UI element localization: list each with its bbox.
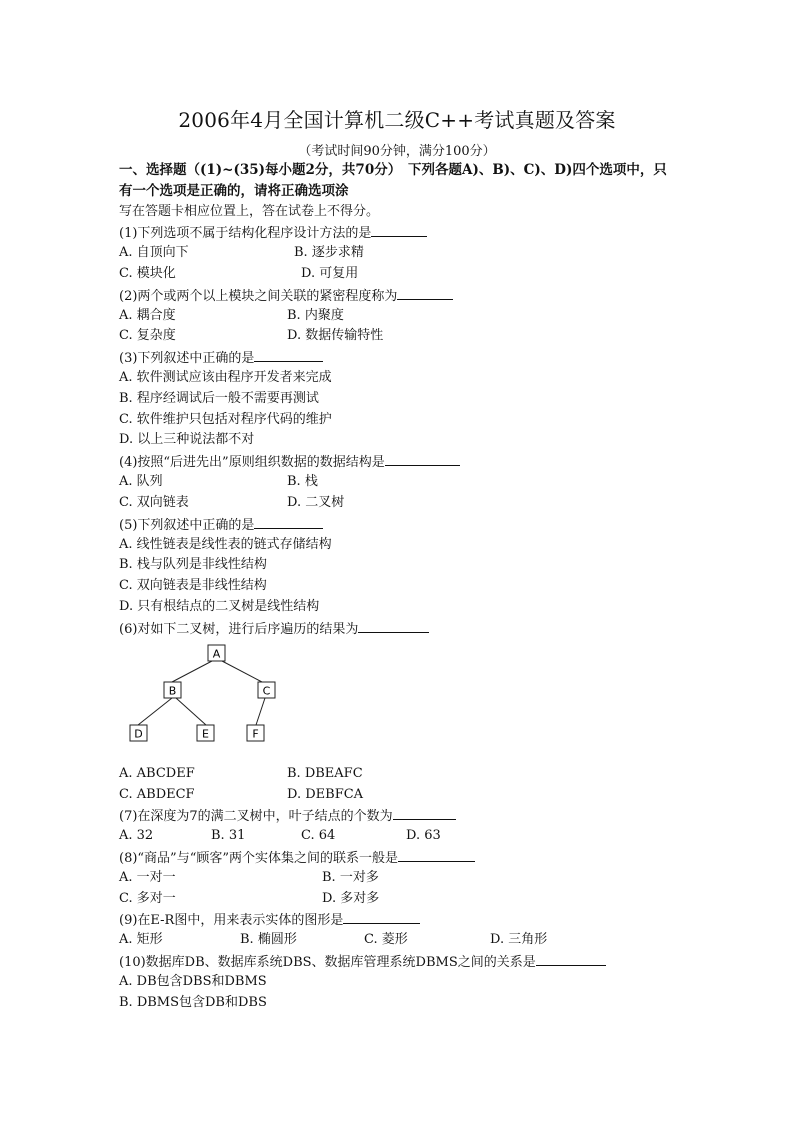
question-10-option-b: B. DBMS包含DB和DBS — [119, 995, 267, 1010]
question-9-stem: (9)在E-R图中，用来表示实体的图形是 — [119, 911, 420, 929]
question-5-option-b: B. 栈与队列是非线性结构 — [119, 557, 267, 572]
tree-node-a — [208, 645, 225, 661]
question-2-option-a: A. 耦合度 — [119, 308, 176, 323]
section-note: 写在答题卡相应位置上，答在试卷上不得分。 — [119, 204, 380, 219]
exam-info: （考试时间90分钟，满分100分） — [298, 144, 496, 159]
question-5-option-d: D. 只有根结点的二叉树是线性结构 — [119, 599, 320, 614]
question-8-stem: (8)“商品”与“顾客”两个实体集之间的联系一般是 — [119, 849, 475, 867]
question-9-option-a: A. 矩形 — [119, 932, 163, 947]
question-4-option-c: C. 双向链表 — [119, 495, 189, 510]
question-2-option-d: D. 数据传输特性 — [287, 328, 384, 343]
question-9-option-d: D. 三角形 — [490, 932, 548, 947]
svg-text:C: C — [262, 684, 271, 698]
question-5-stem: (5)下列叙述中正确的是 — [119, 516, 323, 534]
answer-blank — [358, 620, 429, 633]
question-10-option-a: A. DB包含DBS和DBMS — [119, 974, 267, 989]
answer-blank — [393, 807, 456, 820]
answer-blank — [371, 224, 427, 237]
question-4-option-a: A. 队列 — [119, 474, 163, 489]
question-6-option-a: A. ABCDEF — [119, 766, 195, 781]
page-title: 2006年4月全国计算机二级C++考试真题及答案 — [178, 108, 616, 132]
question-2-option-c: C. 复杂度 — [119, 328, 176, 343]
svg-text:A: A — [212, 647, 221, 661]
question-1-option-d: D. 可复用 — [301, 266, 359, 281]
question-6-option-c: C. ABDECF — [119, 787, 195, 802]
svg-text:B: B — [168, 684, 177, 698]
question-6-option-b: B. DBEAFC — [287, 766, 363, 781]
tree-node-f — [247, 725, 264, 741]
question-1-option-c: C. 模块化 — [119, 266, 176, 281]
tree-node-b — [164, 682, 181, 698]
question-7-option-b: B. 31 — [211, 828, 246, 843]
question-7-stem: (7)在深度为7的满二叉树中，叶子结点的个数为 — [119, 807, 456, 825]
answer-blank — [536, 953, 606, 966]
question-2-stem: (2)两个或两个以上模块之间关联的紧密程度称为 — [119, 287, 453, 305]
question-10-stem: (10)数据库DB、数据库系统DBS、数据库管理系统DBMS之间的关系是 — [119, 953, 606, 971]
answer-blank — [398, 849, 475, 862]
question-8-option-b: B. 一对多 — [322, 870, 379, 885]
question-4-stem: (4)按照“后进先出”原则组织数据的数据结构是 — [119, 453, 460, 471]
tree-node-c — [258, 682, 275, 698]
question-3-option-a: A. 软件测试应该由程序开发者来完成 — [119, 370, 332, 385]
answer-blank — [385, 453, 460, 466]
question-1-option-a: A. 自顶向下 — [119, 245, 189, 260]
question-1-option-b: B. 逐步求精 — [294, 245, 364, 260]
svg-text:D: D — [134, 727, 143, 741]
question-8-option-d: D. 多对多 — [322, 891, 380, 906]
question-3-option-c: C. 软件维护只包括对程序代码的维护 — [119, 412, 332, 427]
question-3-option-d: D. 以上三种说法都不对 — [119, 432, 255, 447]
question-3-option-b: B. 程序经调试后一般不需要再测试 — [119, 391, 319, 406]
answer-blank — [343, 911, 420, 924]
question-4-option-d: D. 二叉树 — [287, 495, 345, 510]
tree-node-e — [197, 725, 214, 741]
question-6-option-d: D. DEBFCA — [287, 787, 364, 802]
question-7-option-c: C. 64 — [301, 828, 336, 843]
question-9-option-b: B. 椭圆形 — [240, 932, 297, 947]
section-heading-1: 一、选择题（(1)~(35)每小题2分，共70分） 下列各题A)、B)、C)、D)四个选项中，只 — [119, 162, 667, 178]
question-5-option-c: C. 双向链表是非线性结构 — [119, 578, 267, 593]
binary-tree-diagram — [120, 640, 290, 750]
question-8-option-a: A. 一对一 — [119, 870, 176, 885]
answer-blank — [254, 349, 323, 362]
question-1-stem: (1)下列选项不属于结构化程序设计方法的是 — [119, 224, 427, 242]
question-7-option-a: A. 32 — [119, 828, 154, 843]
question-4-option-b: B. 栈 — [287, 474, 318, 489]
answer-blank — [254, 516, 323, 529]
section-heading-2: 有一个选项是正确的，请将正确选项涂 — [119, 183, 349, 199]
svg-text:F: F — [252, 727, 259, 741]
question-8-option-c: C. 多对一 — [119, 891, 176, 906]
question-2-option-b: B. 内聚度 — [287, 308, 344, 323]
question-9-option-c: C. 菱形 — [364, 932, 408, 947]
question-6-stem: (6)对如下二叉树，进行后序遍历的结果为 — [119, 620, 429, 638]
question-3-stem: (3)下列叙述中正确的是 — [119, 349, 323, 367]
answer-blank — [397, 287, 453, 300]
tree-node-d — [130, 725, 147, 741]
svg-text:E: E — [202, 727, 209, 741]
question-7-option-d: D. 63 — [406, 828, 441, 843]
question-5-option-a: A. 线性链表是线性表的链式存储结构 — [119, 537, 332, 552]
